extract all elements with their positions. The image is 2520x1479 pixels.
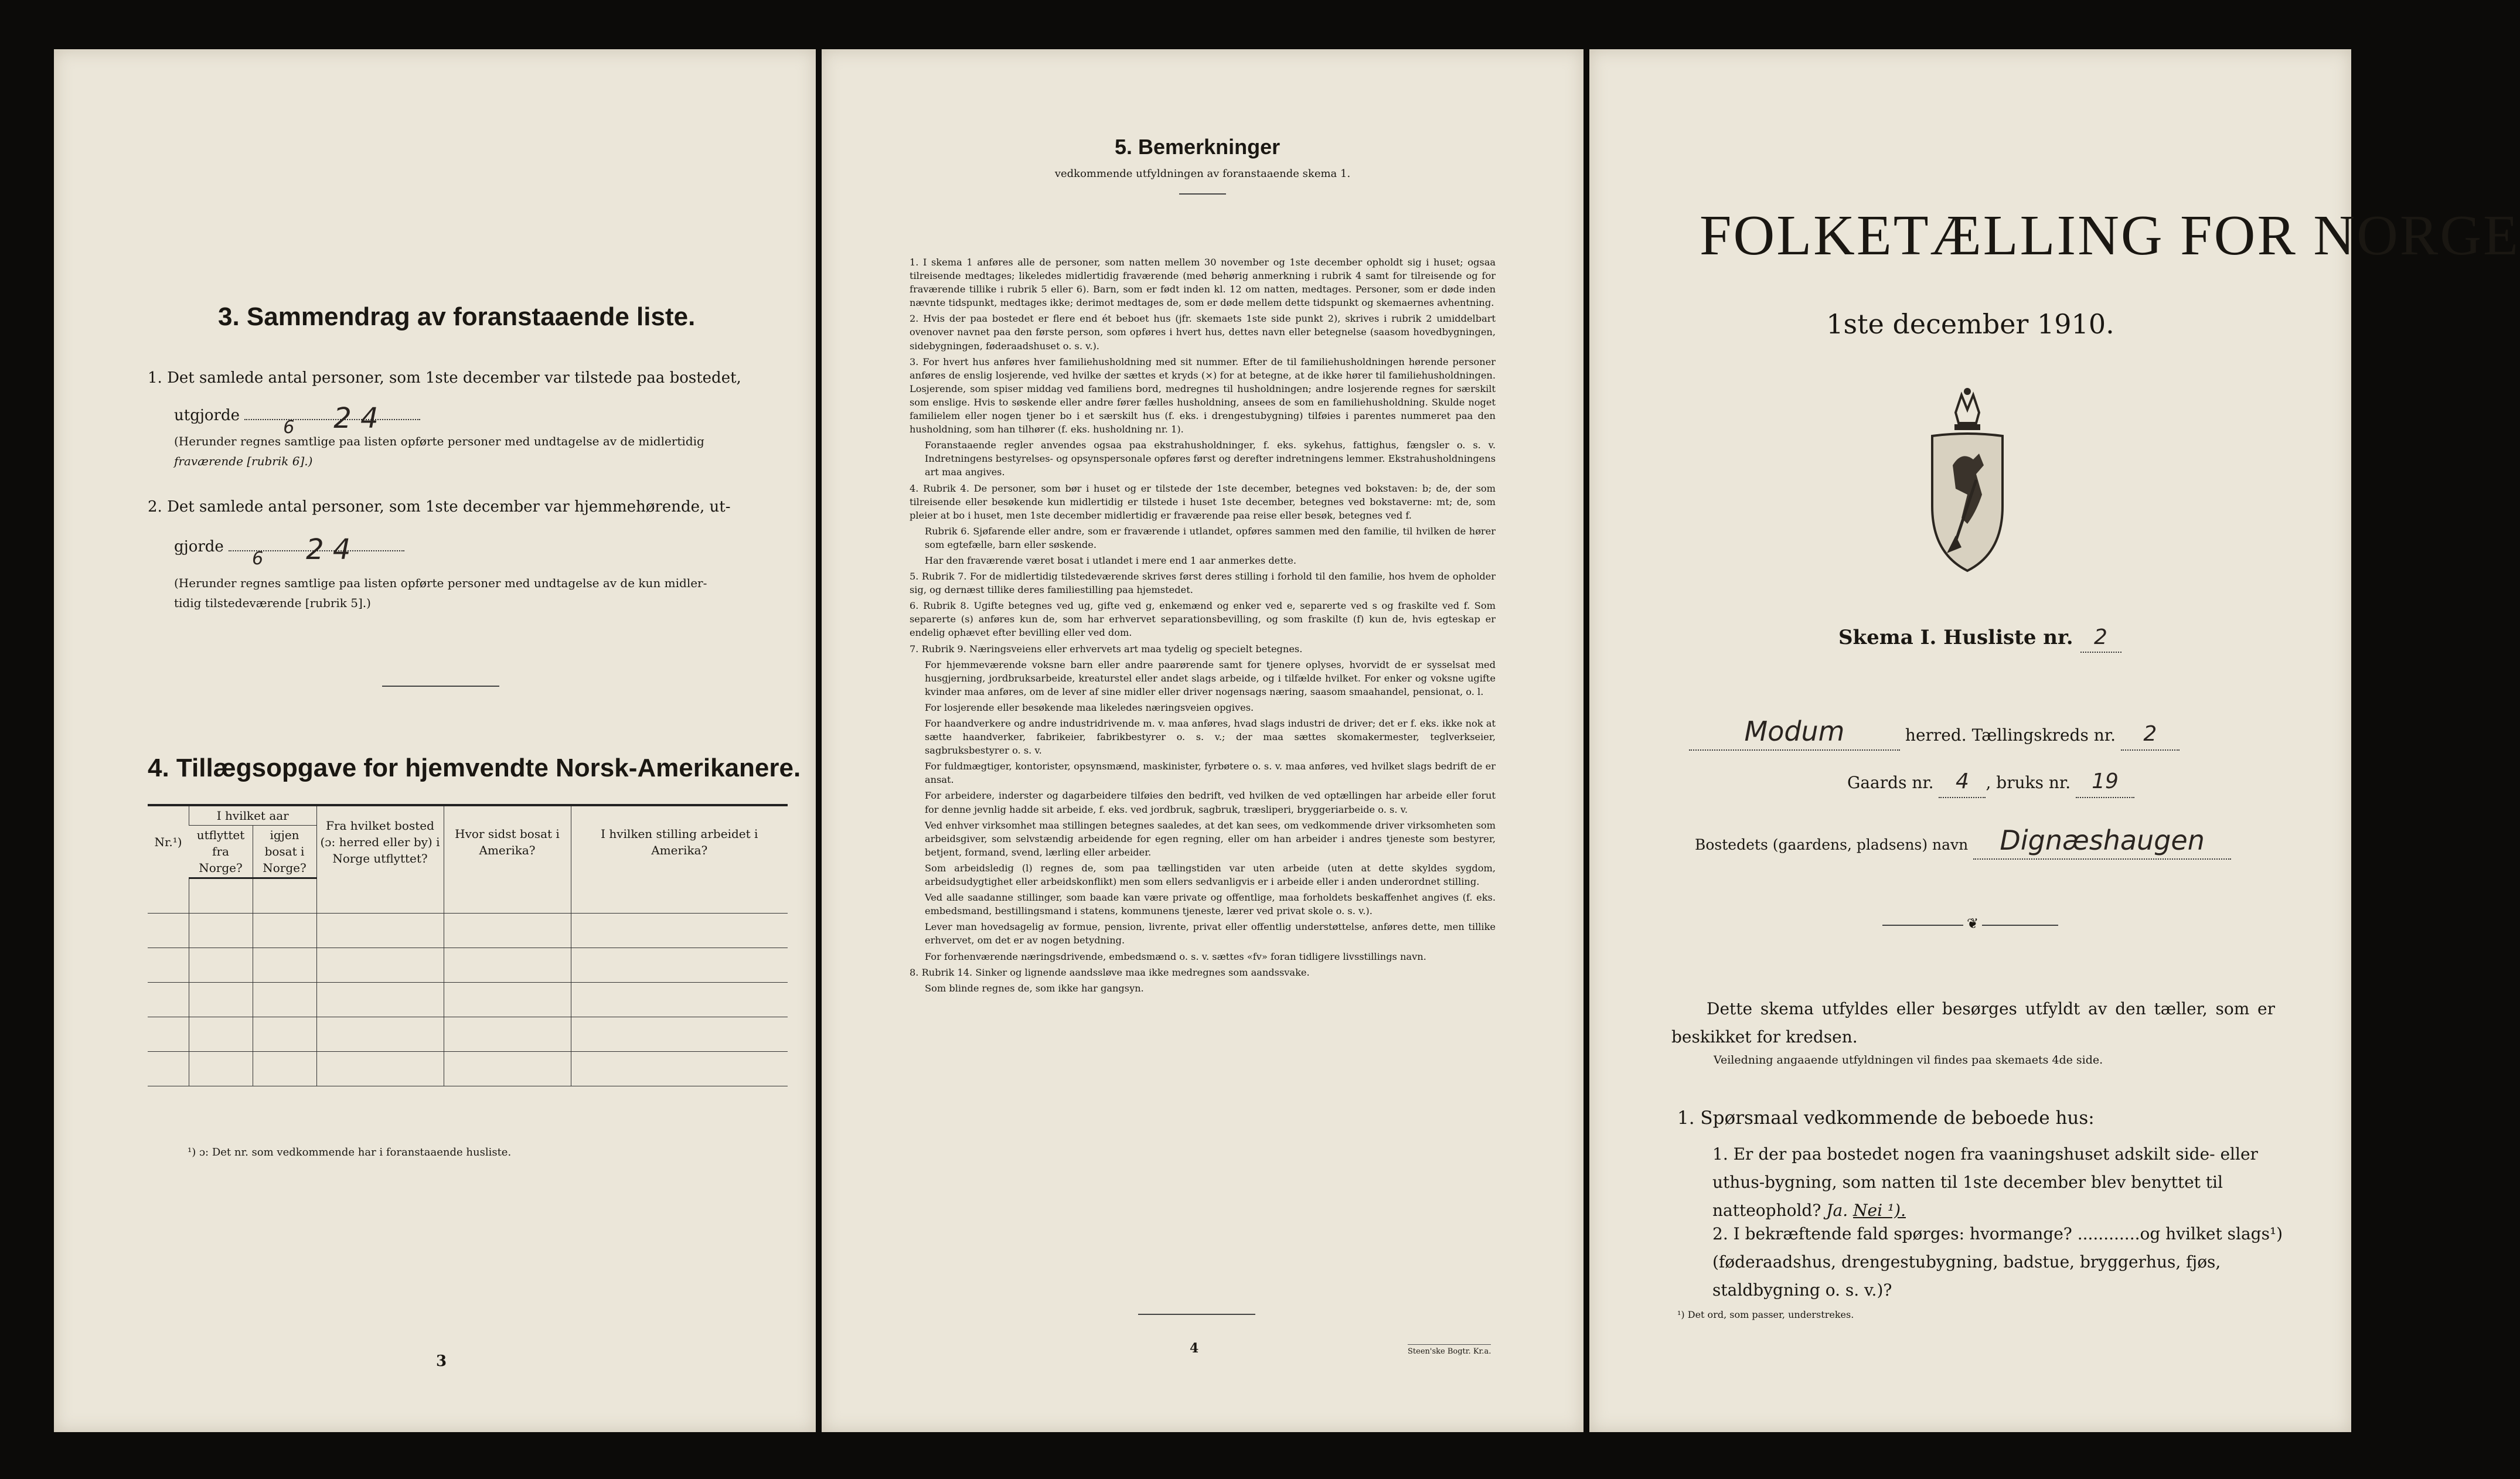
bosted-line	[1695, 826, 2231, 860]
separator	[1179, 193, 1226, 195]
rule-7-d: For fuldmægtiger, kontorister, opsynsmænd, maskinister, fyrbøtere o. s. v. maa anføres, ved hvilket slags bedrift de er ansat.	[925, 761, 1496, 786]
rule-8-a: Som blinde regnes de, som ikke har gangsyn.	[925, 982, 1144, 994]
rule-5: 5. Rubrik 7. For de midlertidig tilstedeværende skrives først deres stilling i forhold til den familie, hos hvem de opholder sig, og dernæst tillike deres familiestilling paa hjemstedet.	[910, 571, 1496, 596]
rule-7-b: For losjerende eller besøkende maa likeledes næringsveien opgives.	[925, 701, 1254, 713]
item-1-note-a: (Herunder regnes samtlige paa listen opførte personer med undtagelse av de midlertidig	[174, 434, 704, 448]
question-1	[1712, 1140, 2293, 1225]
husliste-nr: 2	[2094, 625, 2107, 649]
krets-value: 2	[2143, 722, 2157, 746]
rule-7-i: Lever man hovedsagelig av formue, pension, livrente, privat eller offentlig understøttelse, anføres dette, men tillike erhvervet, om det er av nogen betydning.	[925, 921, 1496, 946]
item-1-lead: utgjorde	[174, 407, 240, 424]
page-number-4: 4	[1190, 1341, 1199, 1356]
husliste-field	[2080, 623, 2121, 653]
table-row	[148, 914, 788, 948]
separator	[1138, 1314, 1255, 1315]
item-1-note-b: fraværende [rubrik 6].)	[174, 454, 313, 468]
norway-coat-of-arms-icon	[1920, 377, 2014, 588]
questions-heading: 1. Spørsmaal vedkommende de beboede hus:	[1677, 1107, 2095, 1129]
rule-4-rubrik-6: Rubrik 6. Sjøfarende eller andre, som er fraværende i utlandet, opføres sammen med den familie, til hvilken de hører som egtefælle, barn eller søskende.	[925, 525, 1496, 550]
rule-3-extra: Foranstaaende regler anvendes ogsaa paa ekstrahusholdninger, f. eks. sykehus, fattighus, fængsler o. s. v. Indretningens bestyrelses- og opsynspersonale opføres først og derefter indretningens lemmer. Ekstrahusholdningens art maa angives.	[925, 439, 1496, 478]
rule-1: 1. I skema 1 anføres alle de personer, som natten mellem 30 november og 1ste december opholdt sig i huset; ogsaa tilreisende medtages; likeledes midlertidig fraværende (med behørig anmerkning i rubrik 4 samt for tilreisende og for fraværende tillike i rubrik 5 eller 6). Barn, som er født inden kl. 12 om natten, medtages. Personer, som er døde inden nævnte tidspunkt, medtages ikke; derimot medtages de, som er døde mellem dette tidspunkt og skemaernes avhentning.	[910, 257, 1496, 309]
rule-7-g: Som arbeidsledig (l) regnes de, som paa tællingstiden var uten arbeide (uten at dette skyldes sygdom, arbeidsudygtighet eller arbeidskonflikt) men som ellers sedvanligvis er i arbeide eller i anden underordnet stilling.	[925, 862, 1496, 888]
col-position: I hvilken stilling arbeidet i Amerika?	[571, 805, 788, 878]
census-date: 1ste december 1910.	[1826, 308, 2114, 340]
rule-3: 3. For hvert hus anføres hver familiehusholdning med sit nummer. Efter de til familiehusholdningen hørende personer anføres de enslig losjerende, ved hvilke der sættes et kryds (×) for at betegne, at de ikke hører til familiehusholdningen. Losjerende, som spiser middag ved familiens bord, medregnes til husholdningen; andre losjerende regnes for særskilt som enslige. Hvis to søskende eller andre fører fælles husholdning, ansees de som en familiehusholdning. Skulde noget familielem eller nogen tjener bo i et særskilt hus (f. eks. i drengestubygning) tilføies i parentes nummeret paa den husholdning, som han tilhører (f. eks. husholdning nr. 1).	[910, 356, 1496, 435]
section-4-footnote: ¹) ɔ: Det nr. som vedkommende har i foranstaaende husliste.	[188, 1146, 512, 1158]
norsk-amerikanere-table	[148, 804, 788, 1086]
item-1-value: 6	[283, 417, 295, 438]
item-2-value: 6	[252, 548, 264, 569]
bosted-value: Dignæshaugen	[2000, 824, 2205, 856]
item-2-answer	[174, 533, 404, 569]
table-row	[148, 1052, 788, 1086]
gaards-line	[1847, 768, 2134, 798]
col-last-residence: Hvor sidst bosat i Amerika?	[444, 805, 571, 878]
schema-label: Skema I. Husliste nr.	[1838, 626, 2073, 649]
middle-page	[822, 49, 1583, 1432]
bemerkninger-subtitle: vedkommende utfyldningen av foranstaaende skema 1.	[1054, 168, 1351, 180]
answer-nei: Nei ¹).	[1853, 1201, 1906, 1220]
section-3-title: 3. Sammendrag av foranstaaende liste.	[218, 302, 696, 331]
gaards-field	[1939, 768, 1986, 798]
table-row	[148, 983, 788, 1017]
rule-7-a: For hjemmeværende voksne barn eller andre paarørende samt for tjenere oplyses, hvorvidt de er sysselsat med husgjerning, jordbruksarbeide, kreaturstel eller andet slags arbeide, og i tilfælde hvilket. For enker og voksne ugifte kvinder maa anføres, om de lever af sine midler eller driver nogensags næring, saasom smaahandel, pensionat, o. l.	[925, 659, 1496, 697]
gaards-value: 4	[1956, 769, 1969, 793]
bosted-field	[1973, 826, 2231, 860]
item-1-text: 1. Det samlede antal personer, som 1ste december var tilstede paa bostedet,	[148, 369, 741, 387]
right-page	[1589, 49, 2520, 1432]
bruks-label: , bruks nr.	[1986, 773, 2071, 792]
item-2-note-a: (Herunder regnes samtlige paa listen opførte personer med undtagelse av de kun midler-	[174, 576, 707, 590]
rule-7-j: For forhenværende næringsdrivende, embedsmænd o. s. v. sættes «fv» foran tidligere livsstillings navn.	[925, 950, 1426, 962]
table-row	[148, 878, 788, 914]
rule-6: 6. Rubrik 8. Ugifte betegnes ved ug, gifte ved g, enkemænd og enker ved e, separerte ved s og fraskilte ved f. Som separerte (s) anføres kun de, som har erhvervet separationsbevilling, og som fraskilte (f) kun de, hvis egteskap er endelig ophævet efter bevilling eller ved dom.	[910, 600, 1496, 639]
bruks-field	[2076, 768, 2134, 798]
item-2-handwritten: 2 4	[306, 533, 351, 566]
col-group-year: I hvilket aar	[189, 805, 317, 826]
right-footnote: ¹) Det ord, som passer, understrekes.	[1677, 1309, 1854, 1320]
rule-7-c: For haandverkere og andre industridrivende m. v. maa anføres, hvad slags industri de driver; det er f. eks. ikke nok at sætte haandverker, fabrikeier, fabrikbestyrer o. s. v.; der maa sættes skomakermester, teglverkseier, sagbruksbestyrer o. s. v.	[925, 718, 1496, 756]
ornament-icon: ❦	[1963, 915, 1982, 932]
rule-7-f: Ved enhver virksomhet maa stillingen betegnes saaledes, at det kan sees, om vedkommende driver virksomheten som arbeidsgiver, som selvstændig arbeidende for egen regning, eller om han arbeider i andres tjeneste som bestyrer, betjent, formand, svend, lærling eller arbeider.	[925, 819, 1496, 858]
item-1-answer-field	[244, 402, 420, 438]
bemerkninger-title: 5. Bemerkninger	[1115, 135, 1281, 159]
herred-field	[1689, 717, 1900, 751]
document-title: FOLKETÆLLING FOR NORGE	[1700, 204, 2520, 267]
rule-4: 4. Rubrik 4. De personer, som bør i huset og er tilstede der 1ste december, betegnes ved bokstaven: b; de, der som tilreisende eller besøkende kun midlertidig er tilstede i huset 1ste december, betegnes ved bokstaverne: mt; de, som pleier at bo i huset, men 1ste december midlertidig er fraværende paa reise eller besøk, betegnes ved f.	[910, 482, 1496, 521]
krets-label: Tællingskreds nr.	[1971, 725, 2116, 745]
printer-imprint: Steen'ske Bogtr. Kr.a.	[1408, 1344, 1491, 1356]
herred-value: Modum	[1744, 715, 1845, 747]
herred-line	[1689, 717, 2180, 751]
col-nr: Nr.¹)	[148, 805, 189, 878]
krets-field	[2121, 720, 2180, 751]
question-1-text: 1. Er der paa bostedet nogen fra vaaningshuset adskilt side- eller uthus-bygning, som natten til 1ste december blev benyttet til natteophold?	[1712, 1144, 2258, 1220]
table-row	[148, 1017, 788, 1052]
left-page	[54, 49, 816, 1432]
col-emigrated: utflyttet fra Norge?	[189, 826, 253, 878]
schema-line	[1838, 623, 2121, 653]
rule-8: 8. Rubrik 14. Sinker og lignende aandssløve maa ikke medregnes som aandssvake.	[910, 966, 1310, 978]
info-note: Veiledning angaaende utfyldningen vil findes paa skemaets 4de side.	[1714, 1054, 2103, 1066]
rule-4-abroad: Har den fraværende været bosat i utlandet i mere end 1 aar anmerkes dette.	[925, 554, 1296, 566]
item-1-answer	[174, 402, 420, 438]
rule-2: 2. Hvis der paa bostedet er flere end ét beboet hus (jfr. skemaets 1ste side punkt 2), skrives i rubrik 2 umiddelbart ovenover navnet paa den første person, som opføres i hvert hus, dettes navn eller betegnelse (saasom hovedbygningen, sidebygningen, føderaadshuset o. s. v.).	[910, 313, 1496, 352]
item-1-handwritten: 2 4	[333, 402, 379, 435]
separator	[382, 686, 499, 687]
info-text: Dette skema utfyldes eller besørges utfyldt av den tæller, som er beskikket for kredsen.	[1671, 999, 2275, 1047]
item-2-answer-field	[229, 533, 404, 569]
page-number-3: 3	[436, 1352, 447, 1370]
bruks-value: 19	[2092, 769, 2119, 793]
item-2-note-b: tidig tilstedeværende [rubrik 5].)	[174, 596, 371, 610]
herred-label: herred.	[1905, 725, 1967, 745]
col-returned: igjen bosat i Norge?	[253, 826, 316, 878]
rule-7-h: Ved alle saadanne stillinger, som baade kan være private og offentlige, maa forholdets beskaffenhet angives (f. eks. embedsmand, bestillingsmand i statens, kommunens tjeneste, lærer ved privat skole o. s. v.).	[925, 892, 1496, 917]
rule-7: 7. Rubrik 9. Næringsveiens eller erhvervets art maa tydelig og specielt betegnes.	[910, 643, 1303, 655]
gaards-label: Gaards nr.	[1847, 773, 1934, 792]
rule-7-e: For arbeidere, inderster og dagarbeidere tilføies den bedrift, ved hvilken de ved optællingen har arbeide eller forut for denne jevnlig hadde sit arbeide, f. eks. ved jordbruk, sagbruk, træsliperi, bryggeriarbeide o. s. v.	[925, 790, 1496, 815]
col-from-where: Fra hvilket bosted (ɔ: herred eller by) i Norge utflyttet?	[316, 805, 444, 878]
bosted-label: Bostedets (gaardens, pladsens) navn	[1695, 836, 1969, 853]
item-2-lead: gjorde	[174, 538, 224, 556]
table-row	[148, 948, 788, 983]
question-2: 2. I bekræftende fald spørges: hvormange? ............og hvilket slags¹) (føderaadshus, drengestubygning, badstue, bryggerhus, fjøs, staldbygning o. s. v.)?	[1712, 1224, 2283, 1300]
answer-ja: Ja.	[1826, 1201, 1848, 1220]
section-4-title: 4. Tillægsopgave for hjemvendte Norsk-Amerikanere.	[148, 754, 801, 782]
item-2-text: 2. Det samlede antal personer, som 1ste december var hjemmehørende, ut-	[148, 498, 731, 516]
rules-list	[910, 255, 1496, 997]
